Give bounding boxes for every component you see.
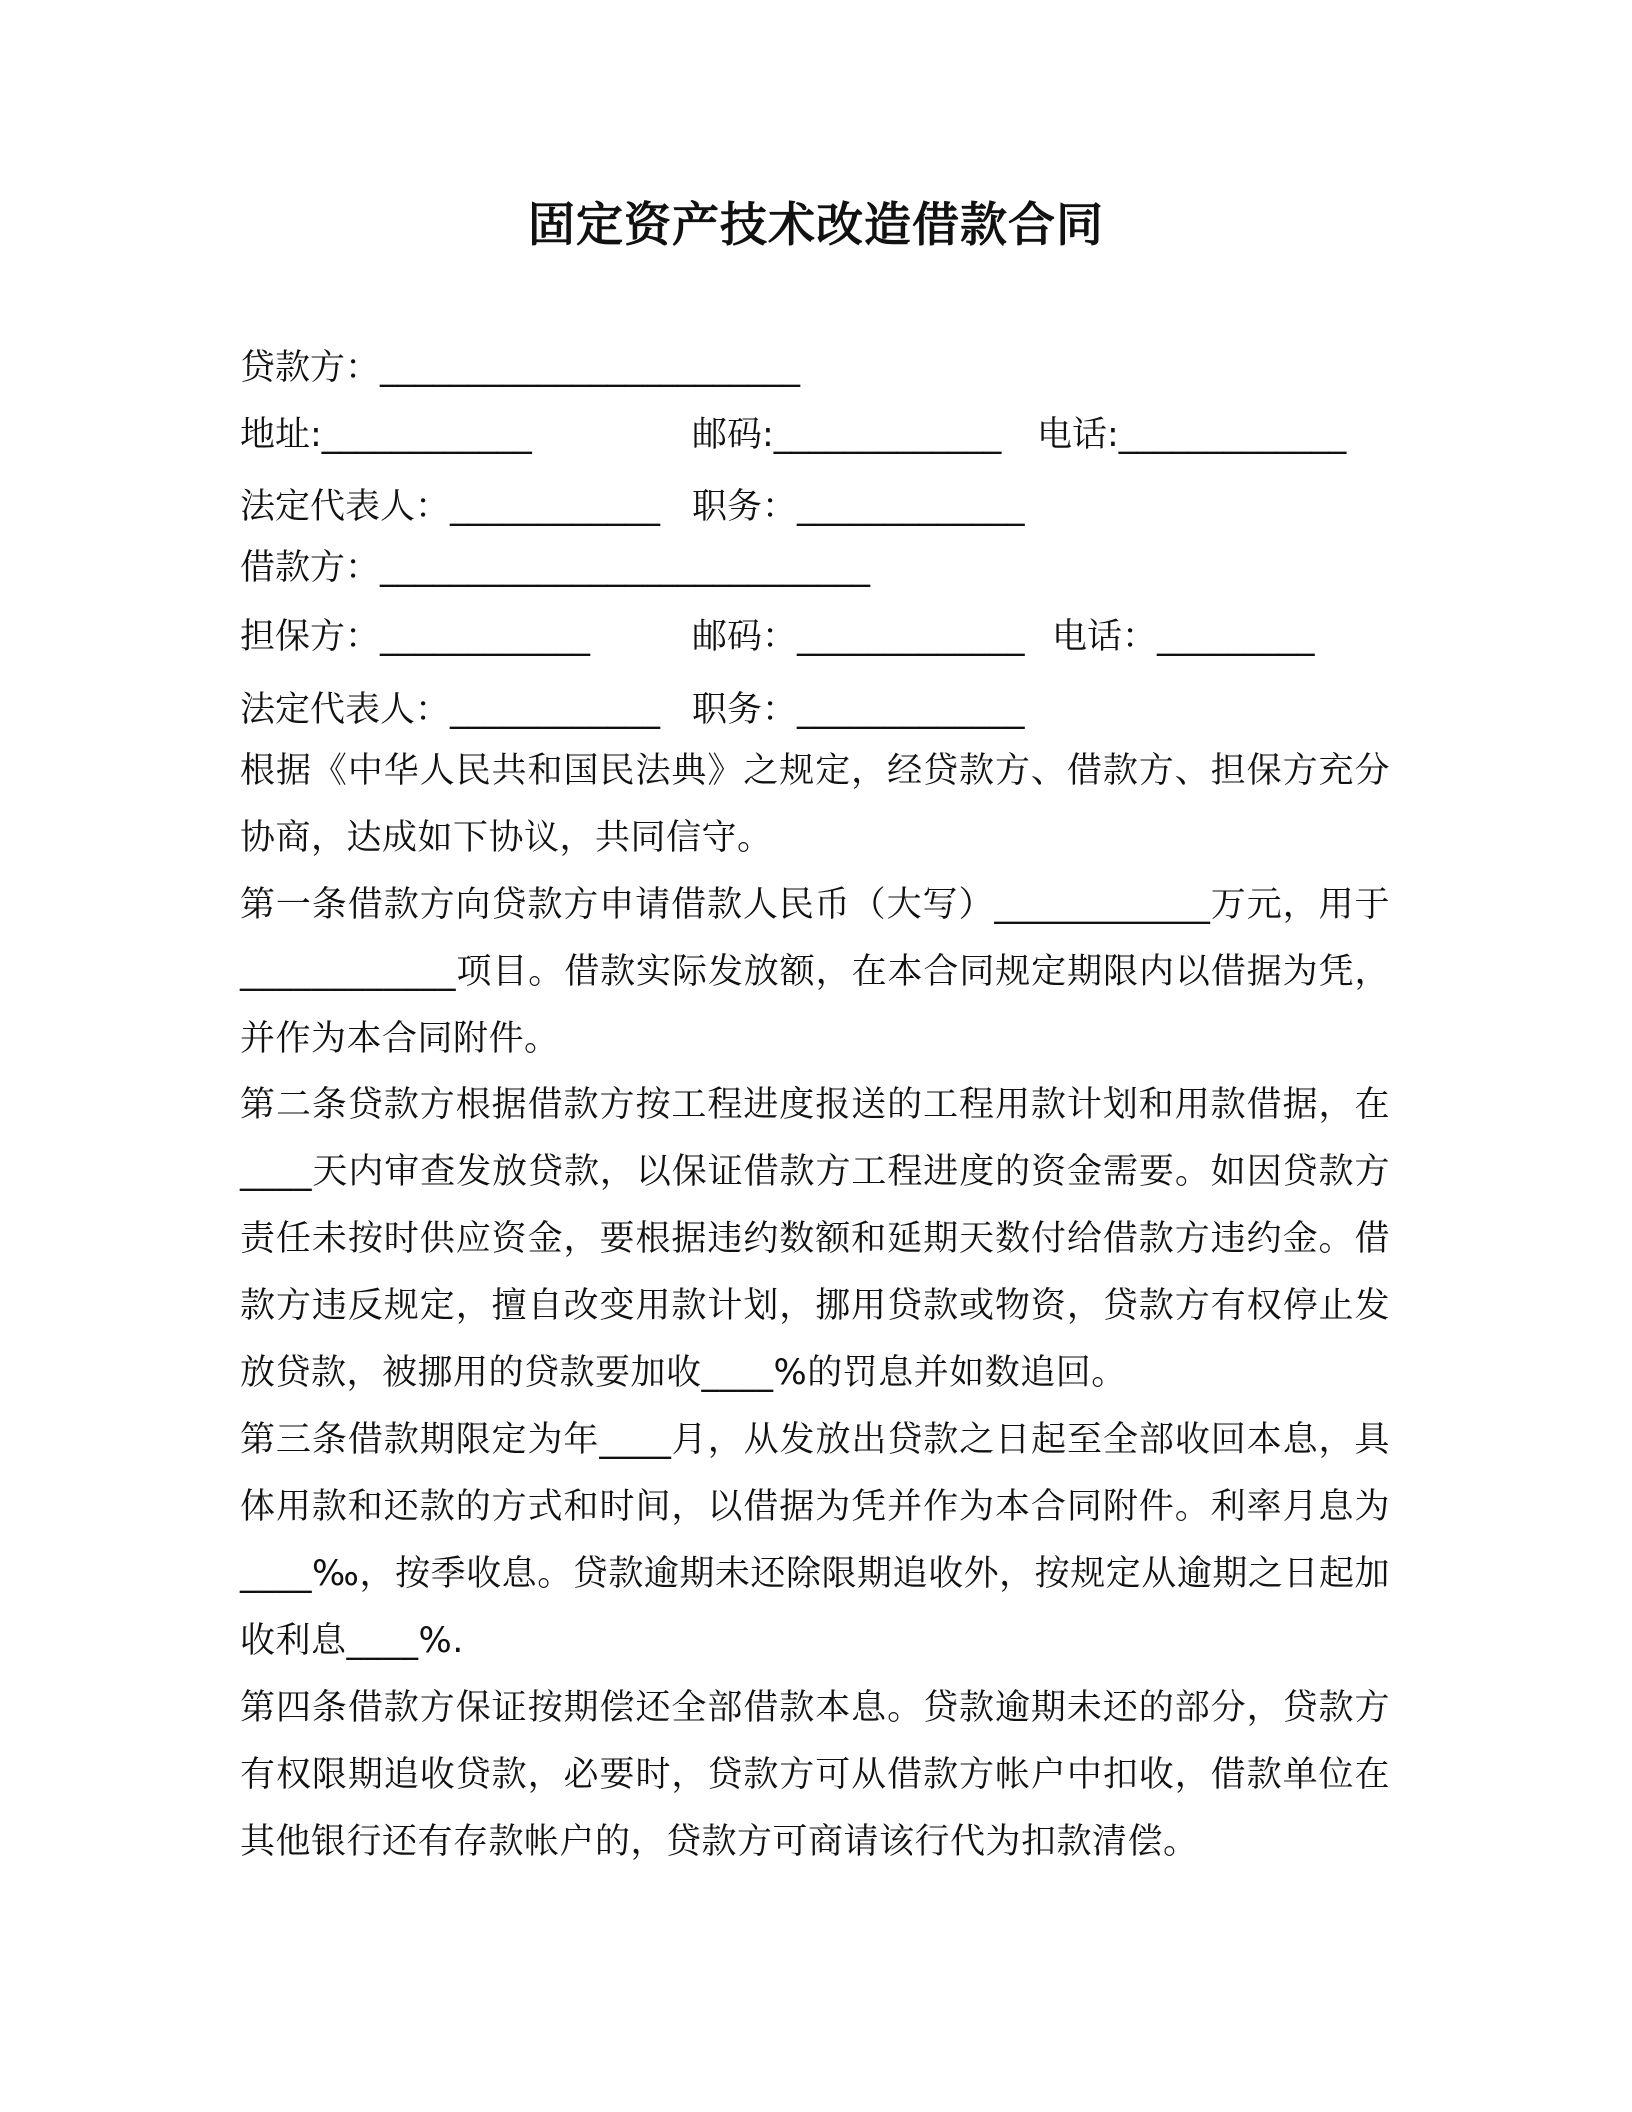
position-field-2: 职务：_____________ — [692, 690, 1025, 730]
legal-rep-row-1 — [240, 482, 1390, 532]
guarantor-row — [240, 612, 1390, 662]
address-field: 地址:____________ — [240, 415, 532, 455]
borrower-field: 借款方：____________________________ — [240, 548, 871, 588]
article-4: 第四条借款方保证按期偿还全部借款本息。贷款逾期未还的部分，贷款方有权限期追收贷款，必要时，贷款方可从借款方帐户中扣收，借款单位在其他银行还有存款帐户的，贷款方可商请该行代为扣款清偿。 — [240, 1688, 1390, 1862]
position-field-1: 职务：_____________ — [692, 487, 1025, 527]
article-2: 第二条贷款方根据借款方按工程进度报送的工程用款计划和用款借据，在____天内审查发放贷款，以保证借款方工程进度的资金需要。如因贷款方责任未按时供应资金，要根据违约数额和延期天数付给借款方违约金。借款方违反规定，擅自改变用款计划，挪用贷款或物资，贷款方有权停止发放贷款，被挪用的贷款要加收____%的罚息并如数追回。 — [240, 1085, 1390, 1393]
guarantor-postcode-field: 邮码：_____________ — [692, 617, 1025, 657]
document-title: 固定资产技术改造借款合同 — [528, 198, 1104, 253]
legal-rep-field-1: 法定代表人：____________ — [240, 487, 661, 527]
lender-contact-row — [240, 410, 1390, 460]
guarantor-phone-field: 电话：_________ — [1052, 617, 1315, 657]
legal-rep-row-2 — [240, 685, 1390, 735]
article-1: 第一条借款方向贷款方申请借款人民币（大写）____________万元，用于____________项目。借款实际发放额，在本合同规定期限内以借据为凭，并作为本合同附件。 — [240, 885, 1390, 1059]
article-3: 第三条借款期限定为年____月，从发放出贷款之日起至全部收回本息，具体用款和还款的方式和时间，以借据为凭并作为本合同附件。利率月息为____‰，按季收息。贷款逾期未还除限期追收外，按规定从逾期之日起加收利息____%. — [240, 1420, 1390, 1661]
lender-field: 贷款方：________________________ — [240, 348, 801, 388]
legal-rep-field-2: 法定代表人：____________ — [240, 690, 661, 730]
guarantor-field: 担保方：____________ — [240, 617, 591, 657]
intro-paragraph: 根据《中华人民共和国民法典》之规定，经贷款方、借款方、担保方充分协商，达成如下协议，共同信守。 — [240, 751, 1390, 858]
lender-phone-field: 电话:_____________ — [1037, 415, 1347, 455]
lender-postcode-field: 邮码:_____________ — [692, 415, 1002, 455]
